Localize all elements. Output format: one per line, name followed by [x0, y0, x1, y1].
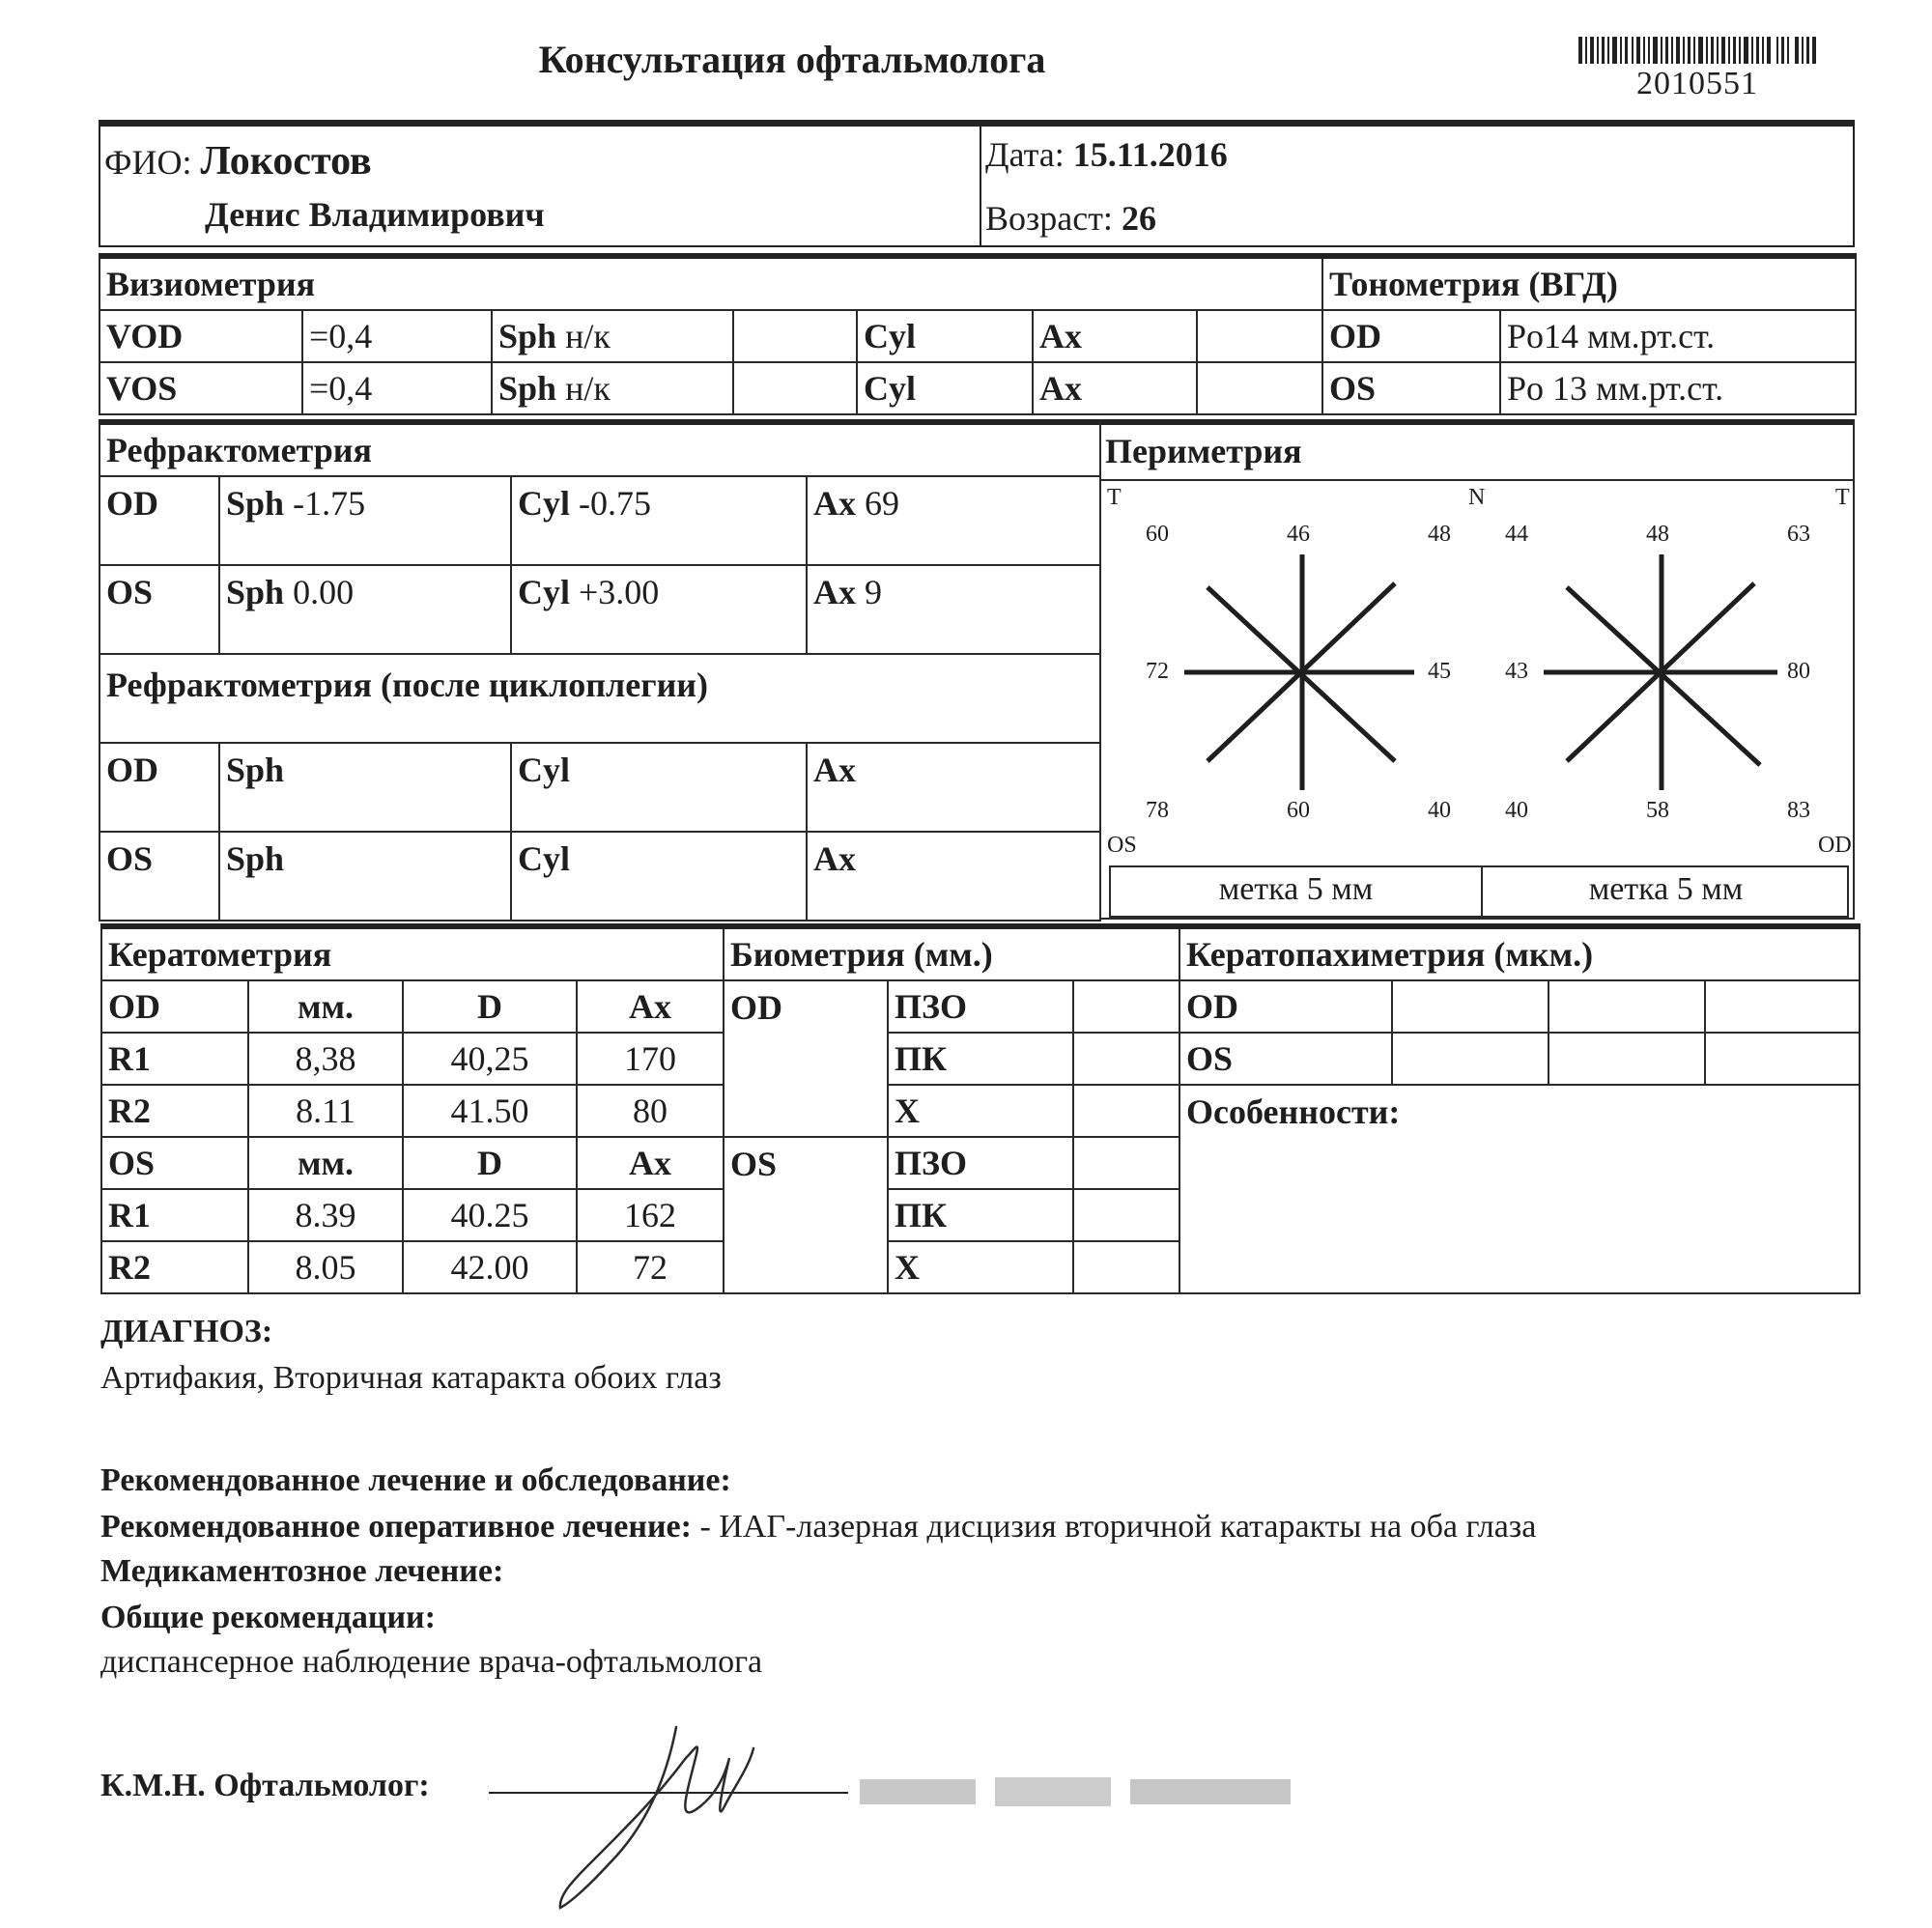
patient-age: 26 — [1121, 199, 1156, 238]
d-value: 40.25 — [403, 1189, 577, 1241]
exam-date: 15.11.2016 — [1072, 135, 1228, 174]
ax-header: Ax — [577, 980, 724, 1033]
perimetry-os-value: 45 — [1428, 659, 1451, 684]
d-value: 42.00 — [403, 1241, 577, 1293]
refractometry-row — [99, 476, 1100, 565]
refractometry-cyclo-row — [99, 832, 1100, 921]
barcode-number: 2010551 — [1636, 66, 1758, 101]
tono-value: Po 13 мм.рт.ст. — [1500, 362, 1856, 414]
perimetry-mark-od: метка 5 мм — [1588, 871, 1744, 907]
perimetry-od-value: 40 — [1505, 798, 1528, 823]
cyl-label: Cyl — [518, 484, 570, 523]
table-row — [101, 1241, 724, 1293]
perimetry-od-value: 48 — [1646, 522, 1669, 547]
perimetry-od-value: 80 — [1787, 659, 1810, 684]
biometry-item: ПК — [888, 1033, 1073, 1085]
keratopachymetry-title: Кератопахиметрия (мкм.) — [1179, 926, 1860, 980]
sph-label: Sph — [219, 743, 511, 832]
d-header: D — [403, 980, 577, 1033]
perimetry-title: Периметрия — [1105, 432, 1302, 470]
ax-label: Ax — [1033, 310, 1197, 362]
tonometry-title: Тонометрия (ВГД) — [1322, 256, 1856, 310]
refractometry-cyclo-title: Рефрактометрия (после циклоплегии) — [99, 654, 1100, 743]
table-row — [101, 1085, 724, 1137]
perimetry-label-t-left: T — [1107, 485, 1122, 510]
surgical-text: - ИАГ-лазерная дисцизия вторичной катаракты на оба глаза — [699, 1509, 1537, 1545]
patient-header — [99, 120, 1855, 247]
perimetry-os-value: 40 — [1428, 798, 1451, 823]
radius-label: R2 — [101, 1241, 248, 1293]
d-header: D — [403, 1137, 577, 1189]
ax-value: 80 — [577, 1085, 724, 1137]
features-label: Особенности: — [1179, 1085, 1860, 1293]
sph-label: Sph — [226, 573, 285, 611]
keratometry-head — [101, 1137, 724, 1189]
handwritten-signature — [531, 1719, 763, 1922]
perimetry-od-value: 44 — [1505, 522, 1528, 547]
ax-header: Ax — [577, 1137, 724, 1189]
keratometry-head — [101, 980, 724, 1033]
table-row — [101, 1189, 724, 1241]
refractometry-title: Рефрактометрия — [99, 422, 1100, 476]
ax-label: Ax — [1033, 362, 1197, 414]
eye-label: OD — [99, 476, 219, 565]
visual-acuity-value: =0,4 — [302, 362, 492, 414]
cyl-label: Cyl — [518, 573, 570, 611]
signature-label: К.М.Н. Офтальмолог: — [100, 1768, 430, 1803]
perimetry-marks — [1109, 865, 1849, 918]
perimetry-label-n: N — [1468, 485, 1486, 510]
tono-value: Po14 мм.рт.ст. — [1500, 310, 1856, 362]
diagnosis-label: ДИАГНОЗ: — [100, 1314, 273, 1349]
sph-label: Sph — [498, 369, 557, 408]
perimetry-label-od: OD — [1818, 833, 1852, 858]
keratopachymetry-table — [1179, 923, 1861, 1294]
perimetry-os-value: 48 — [1428, 522, 1451, 547]
empty-cell — [1197, 362, 1322, 414]
surgical-label: Рекомендованное оперативное лечение: — [100, 1509, 692, 1545]
table-row — [101, 1033, 724, 1085]
refractometry-cyclo-row — [99, 743, 1100, 832]
ax-value: 162 — [577, 1189, 724, 1241]
eye-label: VOS — [99, 362, 302, 414]
ax-value: 72 — [577, 1241, 724, 1293]
eye-label: OS — [724, 1137, 888, 1293]
eye-label: VOD — [99, 310, 302, 362]
keratometry-table — [100, 923, 724, 1294]
mm-header: мм. — [248, 980, 403, 1033]
perimetry-mark-os: метка 5 мм — [1218, 871, 1374, 907]
refractometry-row — [99, 565, 1100, 654]
mm-value: 8.05 — [248, 1241, 403, 1293]
perimetry-os-value: 46 — [1287, 522, 1310, 547]
biometry-table — [723, 923, 1180, 1294]
biometry-item: ПЗО — [888, 980, 1073, 1033]
ax-label: Ax — [813, 484, 856, 523]
empty-cell — [733, 362, 857, 414]
barcode — [1578, 37, 1816, 64]
biometry-item: Х — [888, 1241, 1073, 1293]
eye-label: OS — [99, 832, 219, 921]
refractometry-table — [99, 419, 1101, 921]
ax-label: Ax — [807, 832, 1100, 921]
perimetry-od-value: 63 — [1787, 522, 1810, 547]
patient-surname: Локостов — [200, 139, 372, 184]
perimetry-os-value: 72 — [1146, 659, 1169, 684]
tono-eye-label: OD — [1322, 310, 1500, 362]
perimetry-os-value: 60 — [1287, 798, 1310, 823]
general-text: диспансерное наблюдение врача-офтальмолога — [100, 1644, 763, 1680]
cyl-label: Cyl — [511, 743, 807, 832]
visiometry-row — [99, 362, 1856, 414]
perimetry-od-value: 58 — [1646, 798, 1669, 823]
mm-value: 8.39 — [248, 1189, 403, 1241]
mm-value: 8,38 — [248, 1033, 403, 1085]
ax-label: Ax — [807, 743, 1100, 832]
cyl-label: Cyl — [857, 362, 1033, 414]
fio-label: ФИО: — [104, 143, 192, 182]
eye-label: OD — [99, 743, 219, 832]
radius-label: R1 — [101, 1033, 248, 1085]
sph-label: Sph — [498, 317, 557, 355]
biometry-item: ПК — [888, 1189, 1073, 1241]
visiometry-row — [99, 310, 1856, 362]
tono-eye-label: OS — [1322, 362, 1500, 414]
sph-value: -1.75 — [293, 484, 366, 523]
visiometry-table — [99, 253, 1857, 415]
perimetry-os-value: 60 — [1146, 522, 1169, 547]
visiometry-title: Визиометрия — [99, 256, 1322, 310]
cyl-value: -0.75 — [579, 484, 651, 523]
empty-cell — [733, 310, 857, 362]
blurred-name — [860, 1773, 1291, 1810]
mm-header: мм. — [248, 1137, 403, 1189]
ax-label: Ax — [813, 573, 856, 611]
treatment-label: Рекомендованное лечение и обследование: — [100, 1462, 731, 1498]
perimetry-od-value: 43 — [1505, 659, 1528, 684]
eye-label: OD — [101, 980, 248, 1033]
eye-label: OD — [1179, 980, 1392, 1033]
sph-value: 0.00 — [293, 573, 355, 611]
sph-label: Sph — [226, 484, 285, 523]
eye-label: OS — [99, 565, 219, 654]
radius-label: R2 — [101, 1085, 248, 1137]
perimetry-od-value: 83 — [1787, 798, 1810, 823]
keratometry-title: Кератометрия — [101, 926, 724, 980]
d-value: 41.50 — [403, 1085, 577, 1137]
eye-label: OD — [724, 980, 888, 1137]
sph-value: н/к — [565, 317, 611, 355]
diagnosis-text: Артифакия, Вторичная катаракта обоих глаз — [100, 1360, 722, 1396]
eye-label: OS — [1179, 1033, 1392, 1085]
perimetry-label-t-right: T — [1835, 485, 1850, 510]
cyl-value: +3.00 — [579, 573, 660, 611]
d-value: 40,25 — [403, 1033, 577, 1085]
perimetry-label-os: OS — [1107, 833, 1137, 858]
biometry-item: ПЗО — [888, 1137, 1073, 1189]
biometry-item: Х — [888, 1085, 1073, 1137]
sph-value: н/к — [565, 369, 611, 408]
age-label: Возраст: — [985, 199, 1113, 238]
document-title: Консультация офтальмолога — [538, 38, 1046, 81]
date-label: Дата: — [985, 135, 1065, 174]
biometry-title: Биометрия (мм.) — [724, 926, 1179, 980]
medication-label: Медикаментозное лечение: — [100, 1553, 504, 1589]
visual-acuity-value: =0,4 — [302, 310, 492, 362]
perimetry-os-value: 78 — [1146, 798, 1169, 823]
sph-label: Sph — [219, 832, 511, 921]
eye-label: OS — [101, 1137, 248, 1189]
general-label: Общие рекомендации: — [100, 1600, 436, 1635]
ax-value: 69 — [865, 484, 899, 523]
empty-cell — [1197, 310, 1322, 362]
ax-value: 170 — [577, 1033, 724, 1085]
cyl-label: Cyl — [511, 832, 807, 921]
ax-value: 9 — [865, 573, 882, 611]
perimetry-panel — [1099, 419, 1855, 920]
mm-value: 8.11 — [248, 1085, 403, 1137]
cyl-label: Cyl — [857, 310, 1033, 362]
radius-label: R1 — [101, 1189, 248, 1241]
patient-name: Денис Владимирович — [205, 195, 545, 234]
